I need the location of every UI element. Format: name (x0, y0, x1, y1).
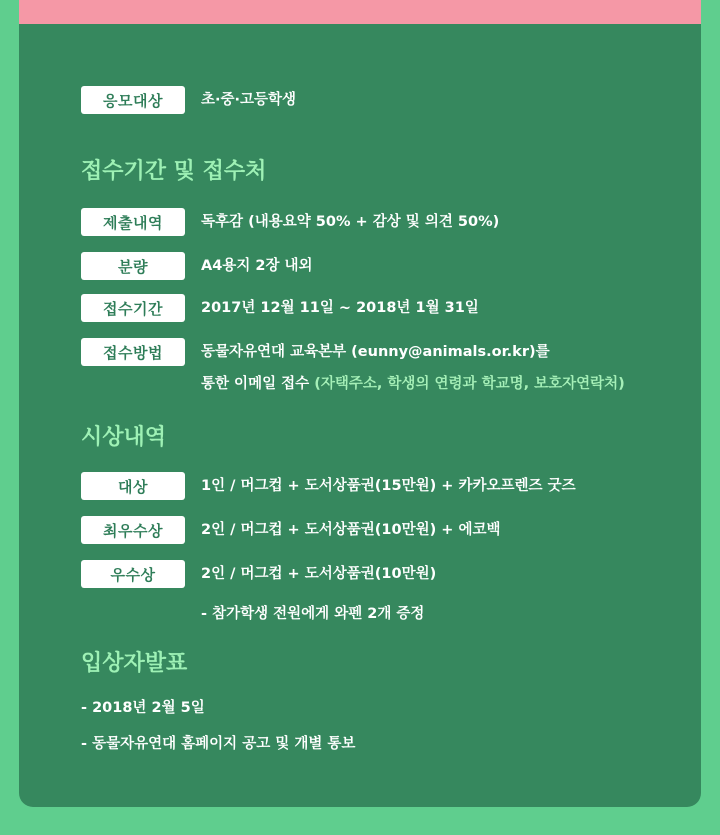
length-label: 분량 (81, 252, 185, 280)
period-label: 접수기간 (81, 294, 185, 322)
awards-heading: 시상내역 (81, 425, 167, 450)
eligibility-value: 초·중·고등학생 (201, 92, 297, 108)
submission-heading: 접수기간 및 접수처 (81, 159, 267, 184)
announcement-method: - 동물자유연대 홈페이지 공고 및 개별 통보 (81, 736, 356, 752)
submission-items-label: 제출내역 (81, 208, 185, 236)
announcement-heading: 입상자발표 (81, 651, 188, 676)
announcement-date: - 2018년 2월 5일 (81, 700, 205, 716)
merit-prize-label: 우수상 (81, 560, 185, 588)
method-label: 접수방법 (81, 338, 185, 366)
participation-note: - 참가학생 전원에게 와펜 2개 증정 (201, 606, 425, 622)
info-card (19, 24, 701, 807)
eligibility-label: 응모대상 (81, 86, 185, 114)
period-value: 2017년 12월 11일 ~ 2018년 1월 31일 (201, 300, 479, 316)
submission-items-value: 독후감 (내용요약 50% + 감상 및 의견 50%) (201, 214, 500, 230)
grand-prize-value: 1인 / 머그컵 + 도서상품권(15만원) + 카카오프렌즈 굿즈 (201, 478, 576, 494)
excellence-prize-label: 최우수상 (81, 516, 185, 544)
grand-prize-label: 대상 (81, 472, 185, 500)
method-value-line2 (201, 374, 625, 394)
excellence-prize-value: 2인 / 머그컵 + 도서상품권(10만원) + 에코백 (201, 522, 501, 538)
top-accent-bar (19, 0, 701, 24)
method-value-line1: 동물자유연대 교육본부 (eunny@animals.or.kr)를 (201, 344, 550, 360)
merit-prize-value: 2인 / 머그컵 + 도서상품권(10만원) (201, 566, 437, 582)
method-value-note: (자택주소, 학생의 연령과 학교명, 보호자연락처) (314, 376, 625, 392)
length-value: A4용지 2장 내외 (201, 258, 313, 274)
method-value-line2-text: 통한 이메일 접수 (201, 376, 310, 392)
